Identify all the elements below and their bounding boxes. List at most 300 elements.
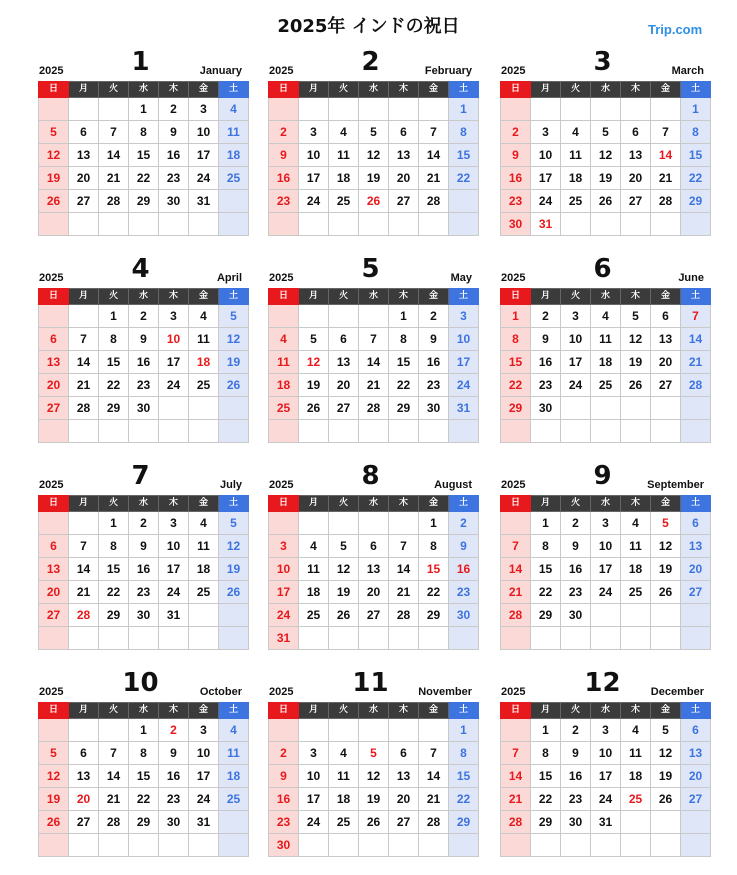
weekday-header-row [269, 289, 479, 305]
weekday-label: 月 [69, 496, 99, 512]
weekday-label: 月 [69, 82, 99, 98]
day-cell: 22 [419, 581, 449, 604]
day-cell: 30 [561, 811, 591, 834]
week-row [269, 512, 479, 535]
day-cell: 9 [501, 144, 531, 167]
day-cell: 24 [531, 190, 561, 213]
day-cell: 14 [69, 351, 99, 374]
weekday-label: 火 [99, 82, 129, 98]
day-cell: 21 [359, 374, 389, 397]
week-row [501, 374, 711, 397]
empty-cell [299, 627, 329, 650]
weekday-label: 金 [651, 82, 681, 98]
empty-cell [681, 627, 711, 650]
month-calendar-5 [268, 254, 473, 443]
day-cell: 13 [39, 558, 69, 581]
day-cell: 6 [681, 512, 711, 535]
day-cell: 13 [651, 328, 681, 351]
day-cell: 28 [651, 190, 681, 213]
day-cell: 20 [39, 581, 69, 604]
week-row [269, 834, 479, 857]
empty-cell [449, 627, 479, 650]
day-cell: 14 [501, 765, 531, 788]
day-cell: 31 [531, 213, 561, 236]
month-year: 2025 [39, 65, 64, 77]
day-cell: 1 [681, 98, 711, 121]
month-name: June [678, 272, 704, 284]
month-header [38, 668, 243, 702]
month-name: September [647, 479, 704, 491]
empty-cell [329, 512, 359, 535]
day-cell: 29 [99, 604, 129, 627]
day-cell: 1 [129, 98, 159, 121]
day-cell: 24 [159, 374, 189, 397]
month-table [268, 288, 479, 443]
day-cell: 15 [99, 351, 129, 374]
week-row [501, 144, 711, 167]
day-cell: 23 [269, 190, 299, 213]
week-row [39, 328, 249, 351]
day-cell: 26 [359, 811, 389, 834]
day-cell: 21 [419, 788, 449, 811]
day-cell: 16 [269, 788, 299, 811]
day-cell: 9 [561, 742, 591, 765]
month-number: 11 [352, 668, 389, 698]
week-row [269, 581, 479, 604]
day-cell: 31 [591, 811, 621, 834]
day-cell: 1 [449, 98, 479, 121]
weekday-label: 火 [99, 289, 129, 305]
empty-cell [39, 98, 69, 121]
empty-cell [501, 98, 531, 121]
month-number: 8 [361, 461, 380, 491]
day-cell: 15 [531, 558, 561, 581]
empty-cell [69, 305, 99, 328]
week-row [39, 535, 249, 558]
day-cell: 23 [419, 374, 449, 397]
day-cell: 18 [189, 558, 219, 581]
day-cell: 21 [99, 788, 129, 811]
day-cell: 7 [99, 742, 129, 765]
month-year: 2025 [501, 65, 526, 77]
empty-cell [329, 834, 359, 857]
empty-cell [189, 627, 219, 650]
empty-cell [99, 213, 129, 236]
day-cell: 23 [159, 167, 189, 190]
empty-cell [69, 627, 99, 650]
weekday-label: 水 [359, 496, 389, 512]
day-cell: 6 [621, 121, 651, 144]
day-cell: 1 [531, 512, 561, 535]
day-cell: 26 [621, 374, 651, 397]
day-cell: 5 [591, 121, 621, 144]
day-cell: 15 [389, 351, 419, 374]
empty-cell [419, 98, 449, 121]
empty-cell [651, 604, 681, 627]
day-cell: 18 [219, 144, 249, 167]
empty-cell [219, 420, 249, 443]
day-cell: 27 [621, 190, 651, 213]
day-cell: 26 [651, 788, 681, 811]
day-cell: 15 [501, 351, 531, 374]
empty-cell [591, 98, 621, 121]
day-cell: 7 [501, 535, 531, 558]
week-row [501, 765, 711, 788]
month-name: November [418, 686, 472, 698]
empty-cell [389, 420, 419, 443]
month-name: May [450, 272, 472, 284]
empty-cell [501, 512, 531, 535]
day-cell: 12 [591, 144, 621, 167]
day-cell: 7 [69, 535, 99, 558]
day-cell: 15 [449, 144, 479, 167]
day-cell: 27 [681, 788, 711, 811]
weekday-label: 日 [269, 496, 299, 512]
empty-cell [299, 719, 329, 742]
weekday-label: 金 [419, 289, 449, 305]
weekday-label: 木 [159, 82, 189, 98]
month-year: 2025 [501, 479, 526, 491]
day-cell: 15 [419, 558, 449, 581]
day-cell: 8 [531, 742, 561, 765]
day-cell: 26 [39, 190, 69, 213]
week-row [269, 742, 479, 765]
day-cell: 24 [299, 190, 329, 213]
month-table [500, 495, 711, 650]
empty-cell [269, 512, 299, 535]
day-cell: 25 [329, 190, 359, 213]
empty-cell [329, 98, 359, 121]
empty-cell [359, 834, 389, 857]
empty-cell [159, 420, 189, 443]
day-cell: 3 [449, 305, 479, 328]
month-header [268, 461, 473, 495]
weekday-label: 土 [219, 496, 249, 512]
month-table [500, 702, 711, 857]
day-cell: 24 [189, 788, 219, 811]
day-cell: 7 [389, 535, 419, 558]
day-cell: 18 [561, 167, 591, 190]
weekday-label: 土 [219, 82, 249, 98]
day-cell: 11 [621, 742, 651, 765]
weekday-label: 金 [189, 703, 219, 719]
month-table [500, 81, 711, 236]
empty-cell [651, 420, 681, 443]
empty-cell [39, 420, 69, 443]
day-cell: 6 [681, 719, 711, 742]
day-cell: 2 [159, 98, 189, 121]
day-cell: 9 [269, 144, 299, 167]
empty-cell [681, 420, 711, 443]
day-cell: 2 [129, 512, 159, 535]
month-table [268, 702, 479, 857]
day-cell: 10 [299, 144, 329, 167]
weekday-label: 木 [621, 496, 651, 512]
weekday-label: 土 [449, 496, 479, 512]
weekday-label: 月 [531, 82, 561, 98]
day-cell: 28 [501, 811, 531, 834]
day-cell: 10 [189, 742, 219, 765]
day-cell: 23 [531, 374, 561, 397]
week-row [501, 742, 711, 765]
day-cell: 29 [681, 190, 711, 213]
day-cell: 18 [621, 558, 651, 581]
weekday-label: 金 [419, 496, 449, 512]
day-cell: 15 [449, 765, 479, 788]
empty-cell [99, 420, 129, 443]
day-cell: 17 [299, 788, 329, 811]
day-cell: 12 [651, 535, 681, 558]
day-cell: 9 [269, 765, 299, 788]
day-cell: 26 [591, 190, 621, 213]
weekday-label: 金 [651, 496, 681, 512]
empty-cell [39, 719, 69, 742]
day-cell: 15 [531, 765, 561, 788]
week-row [39, 719, 249, 742]
empty-cell [189, 420, 219, 443]
day-cell: 23 [561, 788, 591, 811]
empty-cell [681, 213, 711, 236]
day-cell: 17 [531, 167, 561, 190]
day-cell: 17 [591, 765, 621, 788]
day-cell: 28 [419, 190, 449, 213]
empty-cell [561, 627, 591, 650]
month-header [38, 254, 243, 288]
month-calendar-12 [500, 668, 705, 857]
weekday-label: 火 [329, 703, 359, 719]
month-year: 2025 [269, 272, 294, 284]
month-number: 2 [361, 47, 380, 77]
week-row [39, 811, 249, 834]
day-cell: 10 [299, 765, 329, 788]
empty-cell [389, 213, 419, 236]
day-cell: 3 [591, 719, 621, 742]
day-cell: 23 [129, 374, 159, 397]
day-cell: 14 [681, 328, 711, 351]
day-cell: 31 [189, 811, 219, 834]
day-cell: 8 [449, 121, 479, 144]
week-row [501, 627, 711, 650]
day-cell: 21 [501, 788, 531, 811]
day-cell: 31 [449, 397, 479, 420]
empty-cell [621, 811, 651, 834]
empty-cell [299, 420, 329, 443]
empty-cell [591, 834, 621, 857]
weekday-label: 火 [329, 496, 359, 512]
empty-cell [419, 627, 449, 650]
month-table [268, 495, 479, 650]
empty-cell [159, 627, 189, 650]
day-cell: 4 [219, 98, 249, 121]
empty-cell [651, 834, 681, 857]
empty-cell [299, 305, 329, 328]
empty-cell [329, 719, 359, 742]
day-cell: 3 [269, 535, 299, 558]
month-table [38, 702, 249, 857]
day-cell: 3 [189, 98, 219, 121]
day-cell: 11 [219, 742, 249, 765]
day-cell: 13 [39, 351, 69, 374]
month-number: 6 [593, 254, 612, 284]
weekday-label: 火 [99, 496, 129, 512]
day-cell: 2 [561, 512, 591, 535]
day-cell: 3 [299, 121, 329, 144]
week-row [501, 98, 711, 121]
day-cell: 19 [359, 167, 389, 190]
day-cell: 8 [389, 328, 419, 351]
empty-cell [129, 627, 159, 650]
week-row [39, 351, 249, 374]
day-cell: 14 [99, 144, 129, 167]
day-cell: 27 [651, 374, 681, 397]
weekday-label: 土 [681, 289, 711, 305]
empty-cell [39, 834, 69, 857]
day-cell: 11 [561, 144, 591, 167]
weekday-label: 月 [531, 703, 561, 719]
day-cell: 27 [389, 190, 419, 213]
day-cell: 6 [329, 328, 359, 351]
day-cell: 8 [129, 121, 159, 144]
day-cell: 13 [329, 351, 359, 374]
day-cell: 14 [419, 765, 449, 788]
day-cell: 25 [591, 374, 621, 397]
empty-cell [389, 719, 419, 742]
weekday-label: 月 [531, 289, 561, 305]
weekday-label: 水 [591, 289, 621, 305]
day-cell: 13 [389, 765, 419, 788]
month-header [268, 668, 473, 702]
week-row [501, 581, 711, 604]
empty-cell [531, 420, 561, 443]
day-cell: 22 [531, 581, 561, 604]
empty-cell [39, 627, 69, 650]
day-cell: 13 [69, 765, 99, 788]
month-name: December [650, 686, 704, 698]
day-cell: 22 [449, 788, 479, 811]
weekday-label: 日 [39, 496, 69, 512]
day-cell: 26 [651, 581, 681, 604]
day-cell: 10 [591, 742, 621, 765]
weekday-header-row [501, 82, 711, 98]
day-cell: 5 [329, 535, 359, 558]
week-row [501, 167, 711, 190]
day-cell: 19 [591, 167, 621, 190]
empty-cell [189, 397, 219, 420]
day-cell: 1 [99, 512, 129, 535]
day-cell: 25 [269, 397, 299, 420]
day-cell: 24 [189, 167, 219, 190]
day-cell: 25 [219, 788, 249, 811]
day-cell: 29 [531, 811, 561, 834]
day-cell: 2 [531, 305, 561, 328]
month-calendar-7 [38, 461, 243, 650]
day-cell: 7 [501, 742, 531, 765]
weekday-header-row [39, 82, 249, 98]
day-cell: 17 [159, 351, 189, 374]
week-row [501, 811, 711, 834]
day-cell: 10 [591, 535, 621, 558]
empty-cell [651, 627, 681, 650]
empty-cell [219, 627, 249, 650]
empty-cell [269, 719, 299, 742]
day-cell: 13 [621, 144, 651, 167]
day-cell: 10 [449, 328, 479, 351]
week-row [269, 328, 479, 351]
month-calendar-4 [38, 254, 243, 443]
weekday-header-row [269, 703, 479, 719]
week-row [269, 788, 479, 811]
day-cell: 14 [651, 144, 681, 167]
month-number: 4 [131, 254, 150, 284]
empty-cell [69, 98, 99, 121]
empty-cell [501, 627, 531, 650]
month-table [38, 495, 249, 650]
day-cell: 4 [621, 719, 651, 742]
month-header [500, 254, 705, 288]
day-cell: 22 [99, 581, 129, 604]
week-row [501, 604, 711, 627]
month-calendar-9 [500, 461, 705, 650]
weekday-label: 木 [389, 703, 419, 719]
day-cell: 16 [269, 167, 299, 190]
day-cell: 2 [501, 121, 531, 144]
weekday-label: 月 [531, 496, 561, 512]
day-cell: 26 [329, 604, 359, 627]
day-cell: 4 [329, 121, 359, 144]
day-cell: 16 [129, 351, 159, 374]
empty-cell [219, 213, 249, 236]
week-row [269, 351, 479, 374]
week-row [39, 190, 249, 213]
month-header [500, 461, 705, 495]
day-cell: 24 [591, 581, 621, 604]
day-cell: 17 [561, 351, 591, 374]
day-cell: 29 [99, 397, 129, 420]
week-row [39, 397, 249, 420]
weekday-label: 日 [501, 289, 531, 305]
day-cell: 22 [129, 788, 159, 811]
day-cell: 17 [189, 765, 219, 788]
day-cell: 15 [681, 144, 711, 167]
day-cell: 14 [501, 558, 531, 581]
weekday-label: 土 [681, 82, 711, 98]
empty-cell [591, 420, 621, 443]
day-cell: 19 [39, 788, 69, 811]
day-cell: 12 [219, 328, 249, 351]
day-cell: 6 [69, 742, 99, 765]
day-cell: 27 [69, 811, 99, 834]
day-cell: 12 [39, 144, 69, 167]
empty-cell [561, 834, 591, 857]
day-cell: 24 [561, 374, 591, 397]
empty-cell [39, 305, 69, 328]
month-calendar-11 [268, 668, 473, 857]
day-cell: 8 [681, 121, 711, 144]
day-cell: 5 [299, 328, 329, 351]
empty-cell [681, 811, 711, 834]
month-year: 2025 [501, 272, 526, 284]
day-cell: 25 [621, 788, 651, 811]
empty-cell [621, 98, 651, 121]
empty-cell [99, 627, 129, 650]
day-cell: 29 [129, 811, 159, 834]
day-cell: 8 [99, 328, 129, 351]
empty-cell [129, 834, 159, 857]
month-year: 2025 [39, 686, 64, 698]
empty-cell [621, 834, 651, 857]
week-row [269, 121, 479, 144]
week-row [39, 98, 249, 121]
